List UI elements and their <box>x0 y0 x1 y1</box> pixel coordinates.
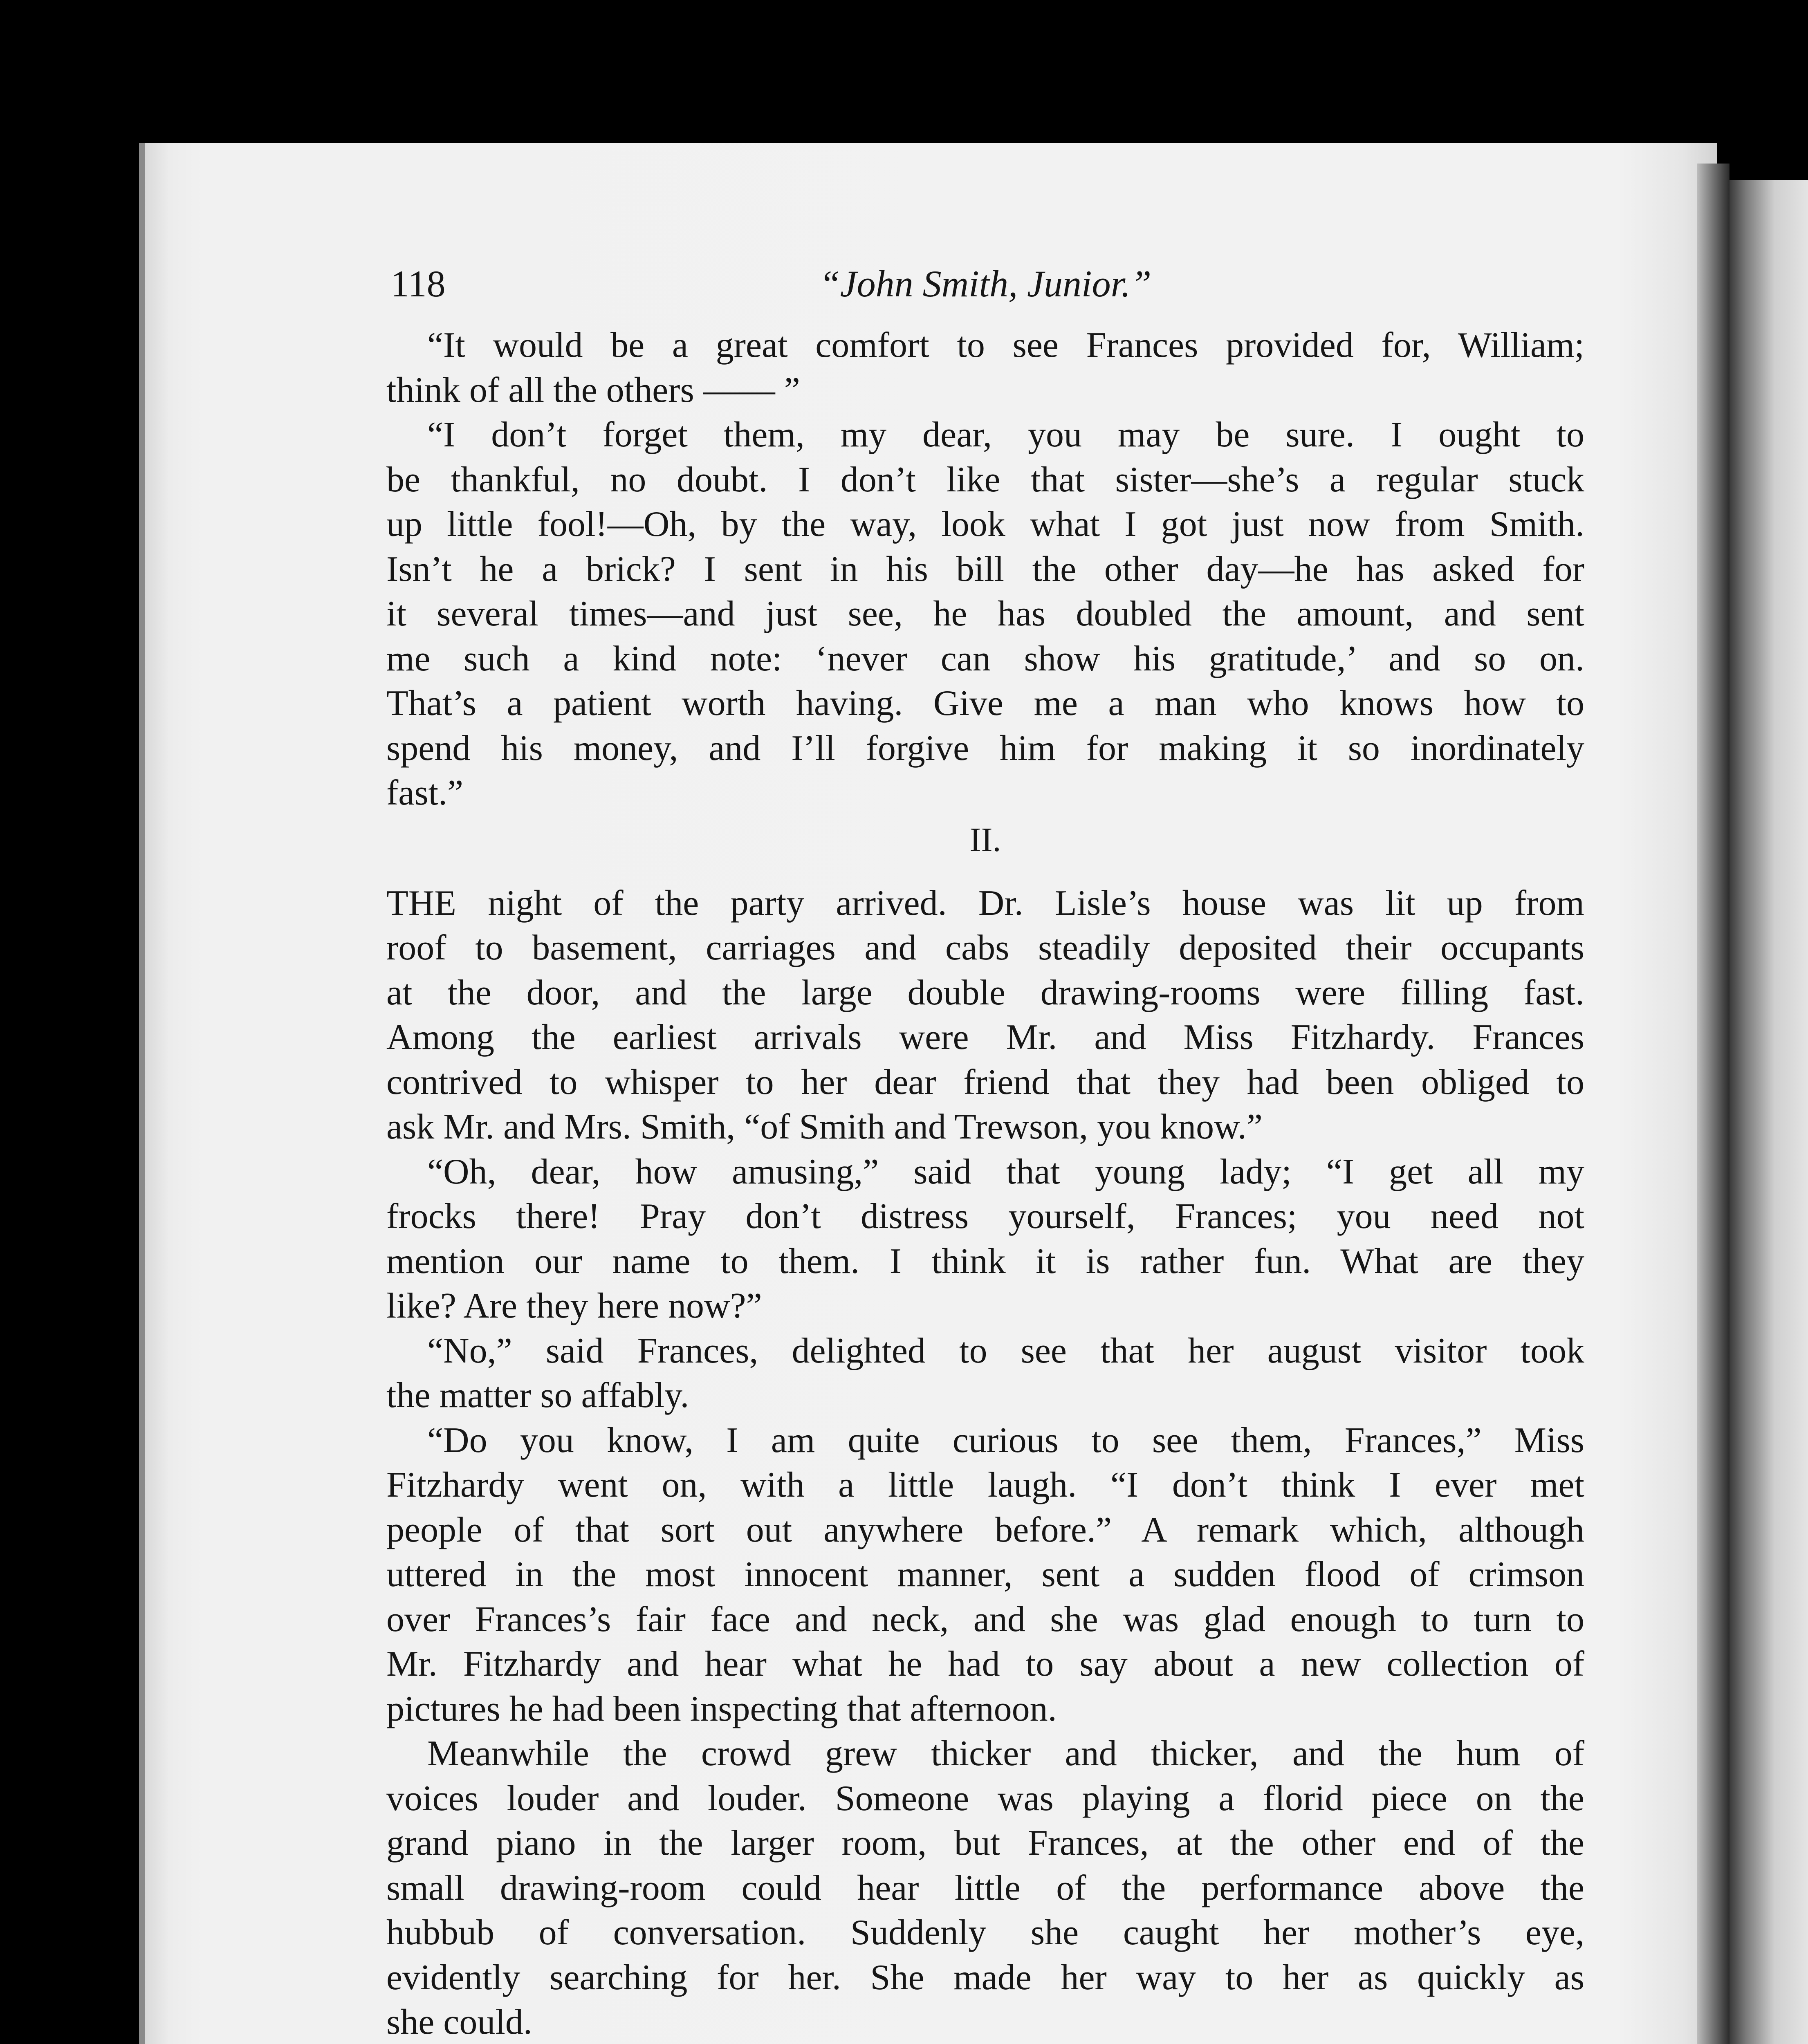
text-line: Meanwhile the crowd grew thicker and thicker, and the hum of <box>427 1734 1584 1773</box>
page-number: 118 <box>390 263 446 305</box>
text-line: “I don’t forget them, my dear, you may be sure. I ought to <box>427 415 1584 455</box>
running-head <box>386 262 1584 323</box>
text-line: “Oh, dear, how amusing,” said that young lady; “I get all my <box>427 1152 1584 1192</box>
text-line: grand piano in the larger room, but Frances, at the other end of the <box>386 1823 1584 1863</box>
text-line: That’s a patient worth having. Give me a man who knows how to <box>386 684 1584 723</box>
text-line: over Frances’s fair face and neck, and she was glad enough to turn to <box>386 1599 1584 1639</box>
text-line: fast.” <box>386 773 464 813</box>
text-line: ask Mr. and Mrs. Smith, “of Smith and Trewson, you know.” <box>386 1107 1263 1147</box>
paragraph <box>386 881 1584 1150</box>
text-line: uttered in the most innocent manner, sent a sudden flood of crimson <box>386 1555 1584 1594</box>
text-line: contrived to whisper to her dear friend that they had been obliged to <box>386 1062 1584 1102</box>
text-line: evidently searching for her. She made her way to her as quickly as <box>386 1957 1584 1997</box>
text-line: hubbub of conversation. Suddenly she caught her mother’s eye, <box>386 1913 1584 1952</box>
paragraph <box>386 412 1584 816</box>
text-line: think of all the others —— ” <box>386 370 800 410</box>
text-line: like? Are they here now?” <box>386 1286 762 1326</box>
running-title: “John Smith, Junior.” <box>819 263 1152 305</box>
text-line: she could. <box>386 2002 532 2042</box>
text-line: it several times—and just see, he has doubled the amount, and sent <box>386 594 1584 634</box>
text-line: at the door, and the large double drawing-rooms were filling fast. <box>386 973 1584 1013</box>
paragraph <box>386 1418 1584 1732</box>
page-gutter <box>1697 164 1729 2044</box>
text-line: Fitzhardy went on, with a little laugh. “I don’t think I ever met <box>386 1465 1584 1505</box>
text-line: be thankful, no doubt. I don’t like that sister—she’s a regular stuck <box>386 459 1584 500</box>
text-line: “Do you know, I am quite curious to see them, Frances,” Miss <box>427 1420 1584 1460</box>
text-line: spend his money, and I’ll forgive him for making it so inordinately <box>386 728 1584 768</box>
text-line: pictures he had been inspecting that afternoon. <box>386 1689 1057 1729</box>
text-line: people of that sort out anywhere before.” A remark which, although <box>386 1510 1584 1550</box>
text-line: Among the earliest arrivals were Mr. and Miss Fitzhardy. Frances <box>386 1018 1584 1057</box>
text-line: small drawing-room could hear little of the performance above the <box>386 1868 1584 1908</box>
paragraph <box>386 1731 1584 2044</box>
facing-page-edge <box>1729 180 1808 2044</box>
text-line: THE night of the party arrived. Dr. Lisle’s house was lit up from <box>386 883 1584 923</box>
text-line: the matter so affably. <box>386 1376 689 1415</box>
text-line: up little fool!—Oh, by the way, look what I got just now from Smith. <box>386 504 1584 544</box>
text-line: “No,” said Frances, delighted to see that her august visitor took <box>427 1331 1584 1371</box>
paragraph <box>386 1150 1584 1329</box>
text-line: mention our name to them. I think it is rather fun. What are they <box>386 1241 1584 1281</box>
text-line: me such a kind note: ‘never can show his gratitude,’ and so on. <box>386 639 1584 679</box>
text-line: “It would be a great comfort to see Frances provided for, William; <box>427 325 1584 365</box>
text-line: voices louder and louder. Someone was playing a florid piece on the <box>386 1778 1584 1818</box>
text-line: Mr. Fitzhardy and hear what he had to say about a new collection of <box>386 1644 1584 1684</box>
section-number: II. <box>969 820 1001 859</box>
paragraph <box>386 1329 1584 1418</box>
text-line: Isn’t he a brick? I sent in his bill the other day—he has asked for <box>386 549 1584 589</box>
text-line: frocks there! Pray don’t distress yourself, Frances; you need not <box>386 1197 1584 1236</box>
text-line: roof to basement, carriages and cabs steadily deposited their occupants <box>386 928 1584 968</box>
page-text <box>386 262 1584 2044</box>
paragraph <box>386 323 1584 412</box>
